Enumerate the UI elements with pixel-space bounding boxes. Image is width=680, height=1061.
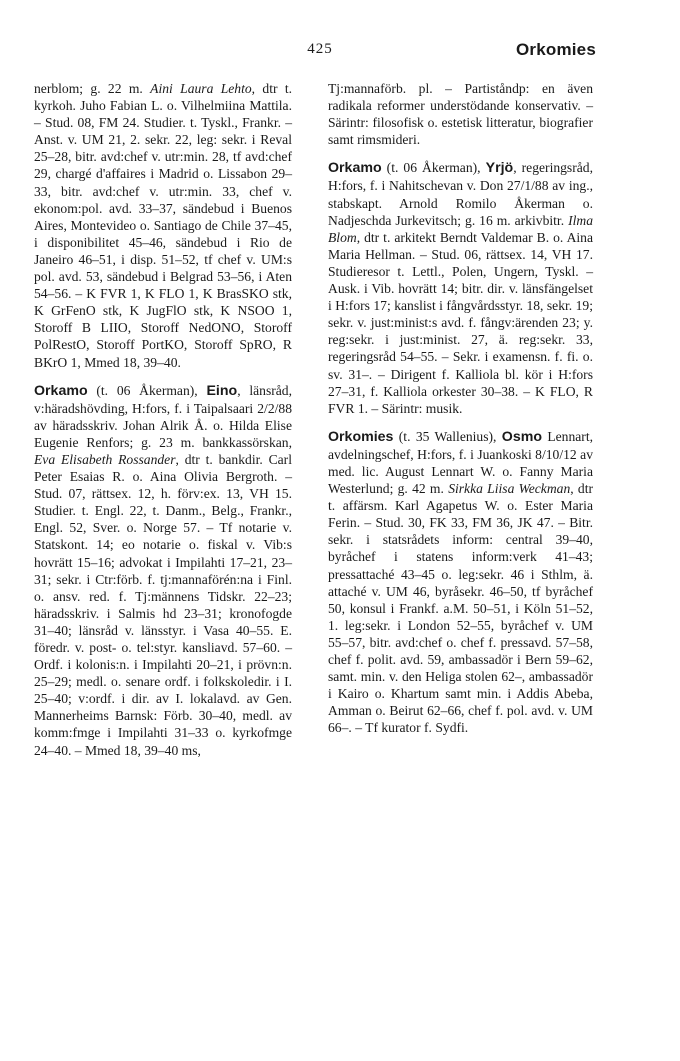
left-column <box>34 80 292 759</box>
continuation-text-a: nerblom; g. 22 m. <box>34 81 151 96</box>
entry-text-a: , regeringsråd, H:fors, f. i Nahitschevan v. Don 27/1/88 av ing., stabskapt. Arnold Romilo Åkerman o. Nadjeschda Jurkevitsch; g. 16 m. arkivbitr. <box>328 160 593 228</box>
entry-text-b: , dtr t. arkitekt Berndt Valdemar B. o. Aina Maria Hellman. – Stud. 06, rättsex. 14, VH 17. Studieresor t. Lettl., Polen, Ungern, Tyskl. – Ausk. i Vib. hovrätt 14; bitr. dir. v. länsfängelset i H:fors 17; kanslist i fångvårdsstyr. 18, sekr. 19; sekr. v. just:minist:s avd. f. fångv:ärenden 23; y. reg:sekr. i just:minist. 27, ä. reg:sekr. 33, regeringsråd 54–55. – Sekr. i examensn. f. fi. o. sv. 31–. – Dirigent f. Kalliola bl. kör i H:fors 27–31, f. Kalliola orkester 30–38. – K FLO, R FVR 1. – Särintr: musik. <box>328 229 593 416</box>
entry-text-b: , dtr t. bankdir. Carl Peter Esaias R. o. Aina Olivia Bergroth. – Stud. 07, rättsex. 12, h. förv:ex. 13, VH 15. Studier. t. Engl. 22, t. Danm., Belg., Frankr., Engl. 52, Sver. o. Norge 57. – Tf notarie v. Statskont. 14; eo notarie o. fiskal v. Vib:s hovrätt 15–16; advokat i Impilahti 17–21, 23–31; sekr. i Ctr:förb. f. tj:mannaförén:na i Finl. o. ansv. red. f. Tj:männens Tidskr. 22–23; häradsskriv. i Salmis hd 23–31; kronofogde 31–40; länsråd v. länsstyr. i Vasa 40–55. E. föredr. v. post- o. tel:styr. kansliavd. 57–60. – Ordf. i kolonis:n. i Impilahti 20–21, i prövn:n. 25–29; medl. o. senare ordf. i folkskoledir. i I. 25–40; v:ordf. i dir. av I. lokalavd. av Gen. Mannerheims Barnsk: Förb. 30–40, medl. av komm:fmge i Impilahti 31–33 o. kyrkofmge 24–40. – Mmed 18, 39–40 ms, <box>34 451 292 758</box>
entry-given-name: Yrjö <box>485 160 514 177</box>
entry-surname: Orkomies <box>328 428 394 445</box>
running-head: Orkomies <box>515 40 596 59</box>
entry-name-note: (t. 35 Wallenius), <box>393 428 502 444</box>
spouse-name: Sirkka Liisa Weckman <box>448 481 571 497</box>
entry-given-name: Eino <box>206 382 238 399</box>
entry-surname: Orkamo <box>34 382 88 399</box>
spouse-name: Ilma Blom <box>328 212 593 245</box>
entry-text-a: Lennart, avdelningschef, H:fors, f. i Juankoski 8/10/12 av med. lic. August Lennart W. o. Fanny Maria Westerlund; g. 42 m. <box>328 428 593 497</box>
entry-name-note: (t. 06 Åkerman), <box>381 160 486 176</box>
entry-text-a: , länsråd, v:häradshövding, H:fors, f. i Taipalsaari 2/2/88 av häradsskriv. Johan Alrik Å. o. Hilda Elise Eugenie Renfors; g. 23 m. bankkassörskan, <box>34 382 292 450</box>
continuation-paragraph <box>34 80 292 371</box>
entry-surname: Orkamo <box>328 160 382 177</box>
page-number: 425 <box>307 41 333 57</box>
entry-name-note: (t. 06 Åkerman), <box>87 382 207 398</box>
spouse-name: Eva Elisabeth Rossander <box>34 451 176 467</box>
entry-given-name: Osmo <box>501 428 542 445</box>
continuation-paragraph: Tj:mannaförb. pl. – Partiståndp: en även radikala reformer understödande konservativ. – Särintr: filosofisk o. estetisk litteratur, biografier samt rimsmideri. <box>328 81 593 148</box>
entry-orkomies-osmo <box>328 428 593 737</box>
spouse-name: Aini Laura Lehto <box>150 81 252 96</box>
entry-text-b: , dtr t. affärsm. Karl Agapetus W. o. Ester Maria Ferin. – Stud. 30, FK 33, FM 36, JK 47. – Bitr. sekr. i statsrådets inform: central 39–40, byråchef i statens inform:verk 41–43; pressattaché 43–45 o. leg:sekr. 46 i Sthlm, ä. attaché v. UM 46, byråsekr. 46–50, tf byråchef 50, konsul i Frankf. a.M. 50–51, i Köln 51–52, 1. leg:sekr. i London 52–55, byråchef v. UM 55–57, bitr. avd:chef o. chef f. pressavd. 57–58, chef f. polit. avd. 59, ambassadör i Bern 59–62, samt. min. v. den Heliga stolen 62–, ambassadör i Kairo o. Khartum samt min. i Addis Abeba, Amman o. Beirut 62–66, chef f. pol. avd. v. UM 66–. – Tf kurator f. Sydfi. <box>328 481 594 736</box>
entry-orkamo-yrjo <box>328 159 593 416</box>
entry-orkamo-eino <box>34 382 292 759</box>
right-column <box>328 80 593 736</box>
continuation-text-b: , dtr t. kyrkoh. Juho Fabian L. o. Vilhelmiina Mattila. – Stud. 08, FM 24. Studier. t. Tyskl., Frankr. – Anst. v. UM 21, 2. sekr. 22, leg: sekr. i Reval 25–28, bitr. avd:chef v. utr:min. 28, tf avd:chef 29, chargé d'affaires i Madrid o. Lissabon 29–33, bitr. avd:chef v. utr:min. 33, chef v. ekonom:pol. avd. 33–37, sändebud i Buenos Aires, Montevideo o. Santiago de Chile 37–45, i disponibilitet 45–46, sändebud i Rio de Janeiro 46–51, i disp. 51–52, tf chef v. UM:s pol. avd. 53, sändebud i Belgrad 53–56, i Aten 54–56. – K FVR 1, K FLO 1, K BrasSKO stk, K GrFenO stk, K JugFlO stk, K NSOO 1, Storoff B LIIO, Storoff NedONO, Storoff PolRestO, Storoff PortKO, Storoff SpRO, R BKrO 1, Mmed 18, 39–40. <box>34 81 292 370</box>
